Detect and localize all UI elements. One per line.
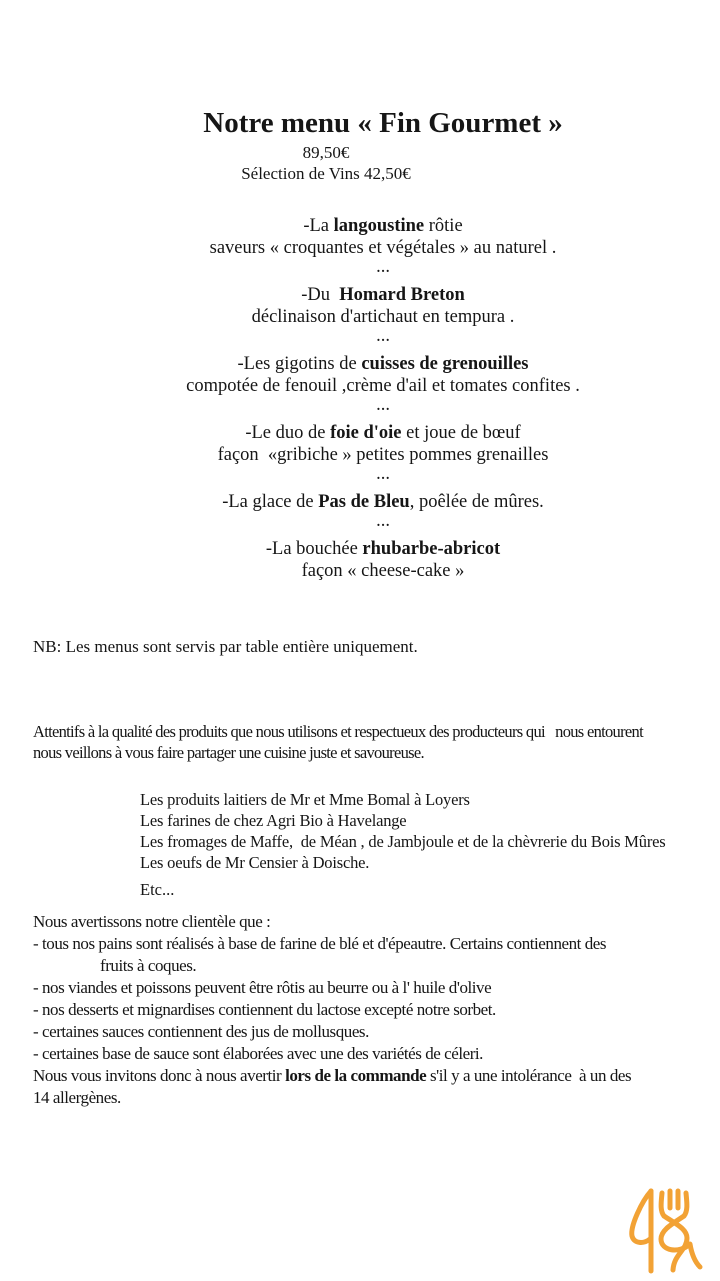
- course-description: déclinaison d'artichaut en tempura .: [251, 307, 515, 327]
- menu-separator: ...: [376, 326, 390, 346]
- philosophy-line: nous veillons à vous faire partager une cuisine juste et savoureuse.: [33, 743, 424, 762]
- notice-closing-line: 14 allergènes.: [33, 1088, 121, 1107]
- notice-bullet: - certaines base de sauce sont élaborées avec une des variétés de céleri.: [33, 1044, 483, 1063]
- supplier-item: Les farines de chez Agri Bio à Havelange: [140, 811, 407, 830]
- course-title-line: -La bouchée rhubarbe-abricot: [265, 539, 501, 559]
- course-item: [46, 215, 720, 259]
- course-description: saveurs « croquantes et végétales » au naturel .: [209, 238, 557, 258]
- notice-bullet: - tous nos pains sont réalisés à base de farine de blé et d'épeautre. Certains contiennent des: [33, 934, 607, 953]
- notice-bullet: - nos viandes et poissons peuvent être rôtis au beurre ou à l' huile d'olive: [33, 978, 492, 997]
- notice-bullet-continuation: fruits à coques.: [100, 956, 197, 975]
- supplier-item: Les fromages de Maffe, de Méan , de Jambjoule et de la chèvrerie du Bois Mûres: [140, 832, 666, 851]
- menu-separator: ...: [376, 395, 390, 415]
- fork-and-knife-logo-icon: [624, 1184, 706, 1276]
- course-title-line: -Les gigotins de cuisses de grenouilles: [237, 354, 529, 374]
- supplier-item: Les oeufs de Mr Censier à Doische.: [140, 853, 370, 872]
- course-title-line: -La langoustine rôtie: [303, 216, 463, 236]
- course-description: façon «gribiche » petites pommes grenailles: [217, 445, 549, 465]
- supplier-list: [140, 789, 720, 873]
- philosophy-line: Attentifs à la qualité des produits que nous utilisons et respectueux des producteurs qui nous entourent: [33, 722, 643, 741]
- course-item: [46, 422, 720, 466]
- course-description: façon « cheese-cake »: [301, 561, 465, 581]
- menu-separator: ...: [376, 464, 390, 484]
- notice-heading: Nous avertissons notre clientèle que :: [33, 912, 271, 931]
- allergen-notice: [33, 911, 720, 1109]
- course-item: [46, 284, 720, 328]
- philosophy-paragraph: [33, 721, 720, 763]
- menu-separator: ...: [376, 257, 390, 277]
- course-description: compotée de fenouil ,crème d'ail et tomates confites .: [186, 376, 580, 396]
- supplier-item: Les produits laitiers de Mr et Mme Bomal à Loyers: [140, 790, 470, 809]
- course-list: [46, 215, 720, 582]
- service-note: NB: Les menus sont servis par table entière uniquement.: [33, 637, 418, 656]
- wine-pairing-price: Sélection de Vins 42,50€: [241, 164, 411, 183]
- page-title: Notre menu « Fin Gourmet »: [203, 107, 563, 139]
- menu-price: 89,50€: [302, 143, 350, 162]
- price-block: [0, 142, 652, 184]
- notice-bullet: - certaines sauces contiennent des jus de mollusques.: [33, 1022, 369, 1041]
- course-title-line: -Le duo de foie d'oie et joue de bœuf: [245, 423, 521, 443]
- etc-label: Etc...: [140, 880, 175, 899]
- notice-closing-line: Nous vous invitons donc à nous avertir lors de la commande s'il y a une intolérance à un des: [33, 1066, 632, 1085]
- menu-separator: ...: [376, 511, 390, 531]
- course-item: [46, 353, 720, 397]
- menu-header: [46, 106, 720, 140]
- course-item: [46, 538, 720, 582]
- course-title-line: -Du Homard Breton: [301, 285, 465, 305]
- course-item: [46, 491, 720, 513]
- course-title-line: -La glace de Pas de Bleu, poêlée de mûres.: [222, 492, 544, 512]
- notice-bullet: - nos desserts et mignardises contiennent du lactose excepté notre sorbet.: [33, 1000, 496, 1019]
